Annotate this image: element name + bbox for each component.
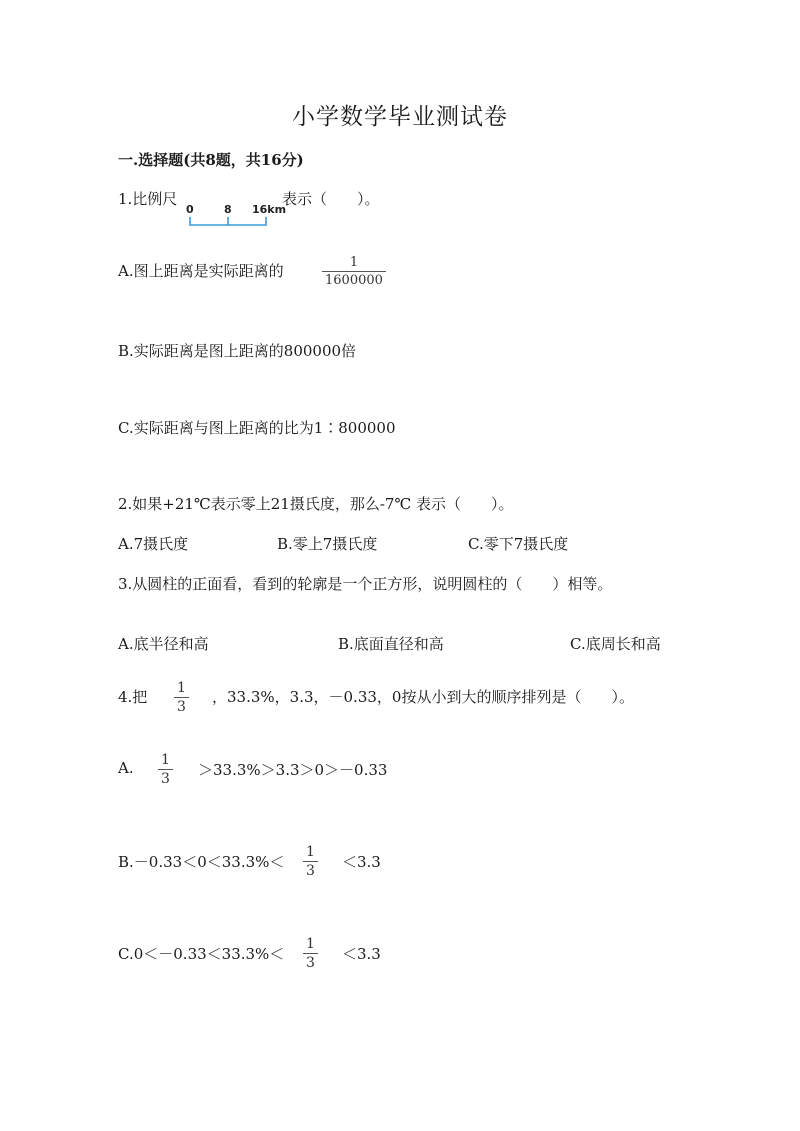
q2-text: 2.如果+21℃表示零上21摄氏度，那么-7℃ 表示（ ）。 [118, 495, 514, 513]
fraction-denominator: 3 [177, 699, 186, 715]
fraction-denominator: 3 [161, 771, 170, 787]
page-title: 小学数学毕业测试卷 [292, 104, 508, 130]
q4-option-c-fraction [303, 937, 318, 970]
fraction-numerator: 1 [306, 844, 315, 860]
fraction-denominator: 3 [306, 863, 315, 879]
q1-option-c: C.实际距离与图上距离的比为1∶800000 [118, 419, 396, 437]
fraction-numerator: 1 [177, 680, 186, 696]
q4-option-a-rest: ＞33.3%＞3.3＞0＞－0.33 [198, 761, 388, 779]
q4-option-b-pre: B.－0.33＜0＜33.3%＜ [118, 853, 285, 871]
q4-option-a-fraction [158, 753, 173, 786]
fraction-denominator: 3 [306, 955, 315, 971]
q3-option-b: B.底面直径和高 [338, 635, 444, 653]
q2-option-b: B.零上7摄氏度 [277, 535, 378, 553]
q3-option-c: C.底周长和高 [570, 635, 661, 653]
scale-ruler-icon [186, 199, 286, 231]
q4-prefix: 4.把 [118, 688, 148, 706]
q4-option-a-label: A. [118, 759, 134, 777]
fraction-numerator: 1 [349, 255, 359, 270]
q4-option-c-pre: C.0＜－0.33＜33.3%＜ [118, 945, 285, 963]
fraction-numerator: 1 [306, 936, 315, 952]
scale-label-16km: 16km [252, 203, 287, 216]
q1-suffix: 表示（ ）。 [282, 190, 380, 208]
q1-option-b: B.实际距离是图上距离的800000倍 [118, 342, 357, 360]
fraction-numerator: 1 [161, 752, 170, 768]
scale-label-0: 0 [186, 203, 194, 216]
q1-option-a-fraction [322, 256, 386, 287]
q4-option-c-post: ＜3.3 [342, 945, 381, 963]
q2-option-c: C.零下7摄氏度 [468, 535, 569, 553]
scale-label-8: 8 [224, 203, 232, 216]
scale-bar [186, 199, 286, 231]
q1-prefix: 1.比例尺 [118, 190, 178, 208]
q4-fraction [174, 681, 189, 714]
section-heading: 一.选择题(共8题，共16分) [118, 151, 304, 169]
q4-option-b-post: ＜3.3 [342, 853, 381, 871]
q2-option-a: A.7摄氏度 [118, 535, 189, 553]
q3-option-a: A.底半径和高 [118, 635, 209, 653]
q3-text: 3.从圆柱的正面看，看到的轮廓是一个正方形，说明圆柱的（ ）相等。 [118, 575, 613, 593]
fraction-denominator: 1600000 [325, 273, 383, 288]
q4-suffix: ，33.3%，3.3，－0.33，0按从小到大的顺序排列是（ ）。 [212, 688, 634, 706]
q1-option-a: A.图上距离是实际距离的 [118, 262, 284, 280]
q4-option-b-fraction [303, 845, 318, 878]
